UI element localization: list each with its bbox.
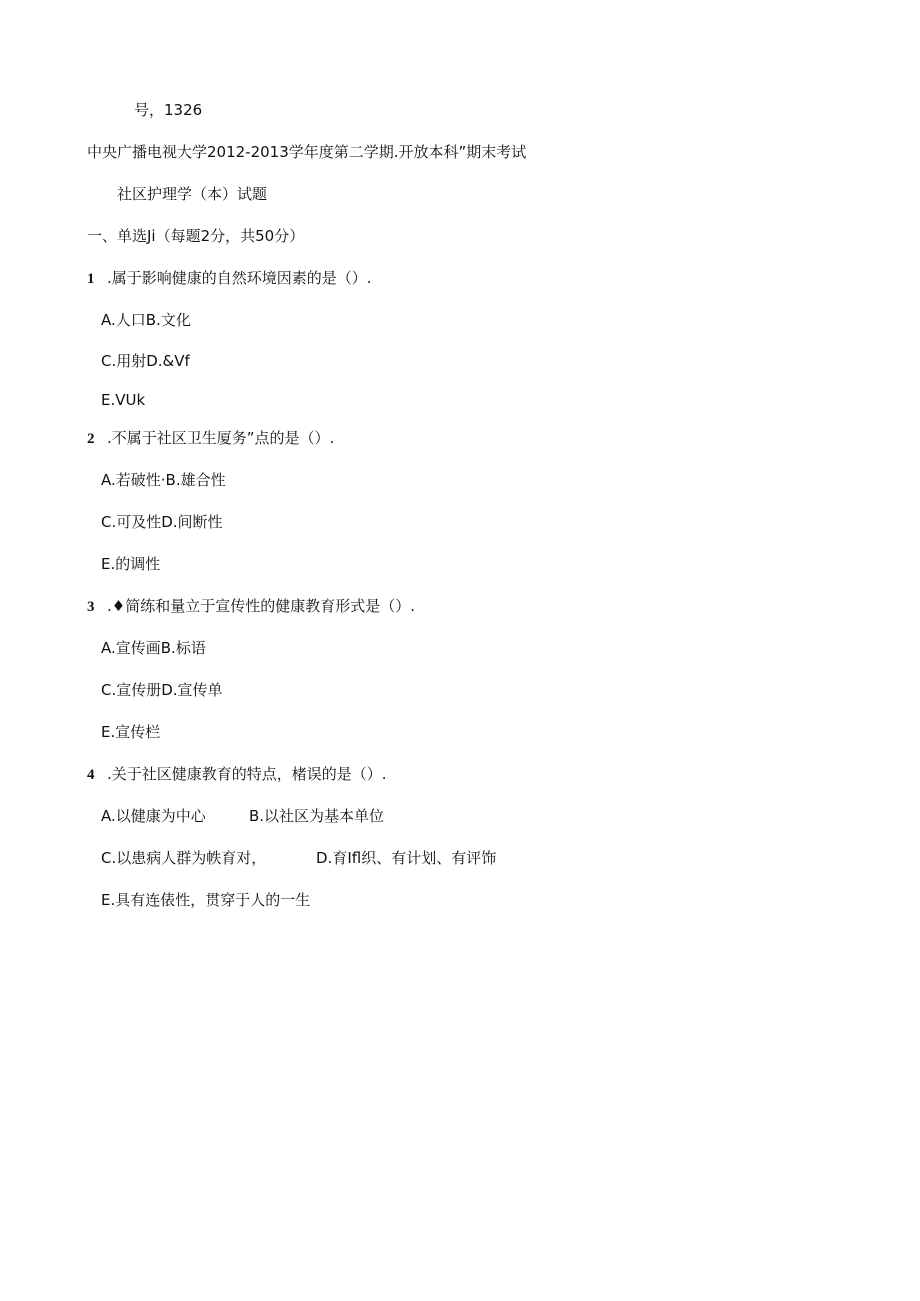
- question-1-option-cd: C.用射D.&Vf: [101, 352, 190, 370]
- question-3-option-cd: C.宣传册D.宣传单: [101, 681, 223, 699]
- question-1-option-ab: A.人口B.文化: [101, 311, 191, 329]
- exam-code: 号，1326: [134, 101, 203, 119]
- question-4-option-b: B.以社区为基本单位: [249, 807, 385, 825]
- question-text: .不属于社区卫生厦务”点的是（）.: [107, 429, 335, 447]
- question-2-option-cd: C.可及性D.间断性: [101, 513, 223, 531]
- exam-title: 中央广播电视大学2012-2013学年度第二学期.开放本科”期末考试: [87, 143, 527, 161]
- question-1-option-e: E.VUk: [101, 391, 146, 409]
- section-title: 一、单选Ji（每题2分，共50分）: [87, 227, 305, 245]
- question-4-option-c: C.以患病人群为帙育对，: [101, 849, 267, 867]
- question-number: 4: [87, 767, 95, 783]
- question-text: .关于社区健康教育的特点，楮误的是（）.: [107, 765, 387, 783]
- question-3-option-e: E.宣传栏: [101, 723, 161, 741]
- question-1: [87, 268, 372, 289]
- question-4: [87, 764, 387, 785]
- question-4-option-e: E.具有连俵性，贯穿于人的一生: [101, 891, 311, 909]
- question-2-option-e: E.的调性: [101, 555, 161, 573]
- question-number: 3: [87, 599, 95, 615]
- question-text: .属于影响健康的自然环境因素的是（）.: [107, 269, 372, 287]
- question-number: 2: [87, 431, 95, 447]
- question-2: [87, 428, 334, 449]
- question-number: 1: [87, 271, 95, 287]
- subject-title: 社区护理学（本）试题: [117, 185, 268, 203]
- question-4-option-a: A.以健康为中心: [101, 807, 206, 825]
- question-2-option-ab: A.若破性·B.雄合性: [101, 471, 226, 489]
- question-4-option-d: D.育Ifl织、有计划、有评饰: [316, 849, 497, 867]
- question-3: [87, 596, 415, 617]
- question-3-option-ab: A.宣传画B.标语: [101, 639, 206, 657]
- question-text: .♦简练和量立于宣传性的健康教育形式是（）.: [107, 597, 415, 615]
